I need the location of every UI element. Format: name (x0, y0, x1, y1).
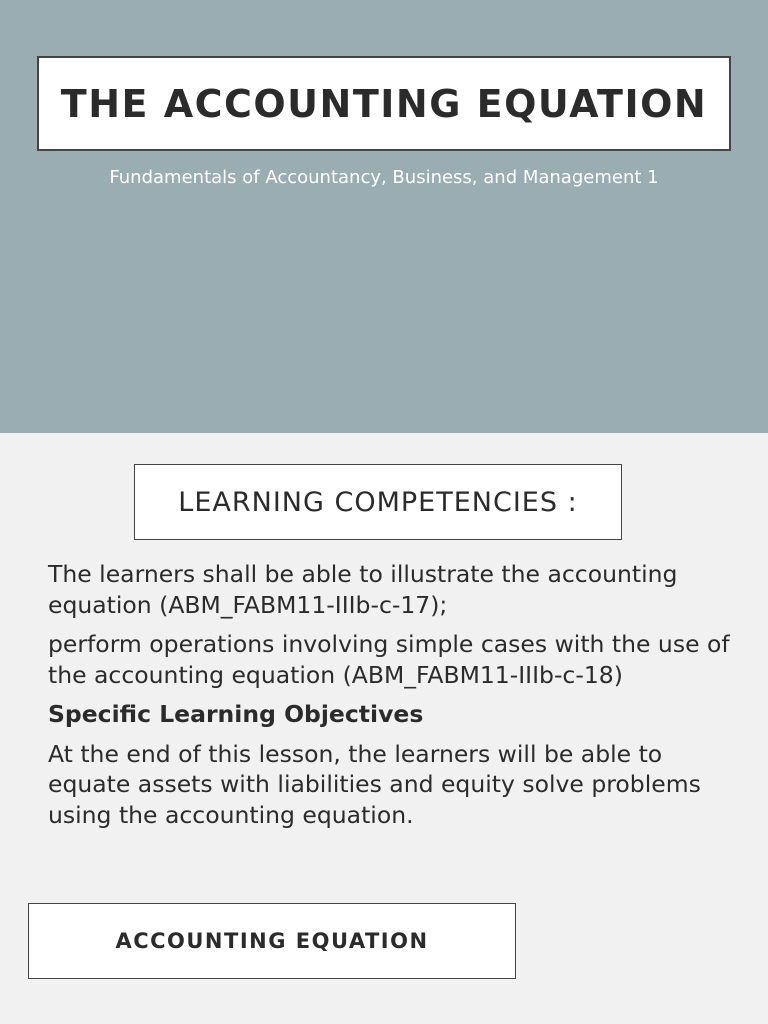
objectives-paragraph: At the end of this lesson, the learners will be able to equate assets with liabilities and equity solve problems using the accounting equation. (48, 739, 701, 829)
title-box (37, 56, 731, 151)
page-title: THE ACCOUNTING EQUATION (60, 81, 708, 126)
learning-competencies-box (134, 464, 622, 540)
accounting-equation-box (28, 903, 516, 979)
competency-paragraph-2: perform operations involving simple cases with the use of the accounting equation (ABM_FABM11-IIIb-c-18) (48, 630, 730, 689)
title-banner (0, 0, 768, 433)
page-subtitle: Fundamentals of Accountancy, Business, and Management 1 (109, 167, 659, 188)
lesson-content (48, 559, 748, 830)
competency-paragraph-1: The learners shall be able to illustrate the accounting equation (ABM_FABM11-IIIb-c-17); (48, 560, 678, 619)
learning-competencies-heading: LEARNING COMPETENCIES : (178, 486, 578, 518)
accounting-equation-label: ACCOUNTING EQUATION (115, 929, 429, 953)
objectives-heading: Specific Learning Objectives (48, 700, 424, 728)
